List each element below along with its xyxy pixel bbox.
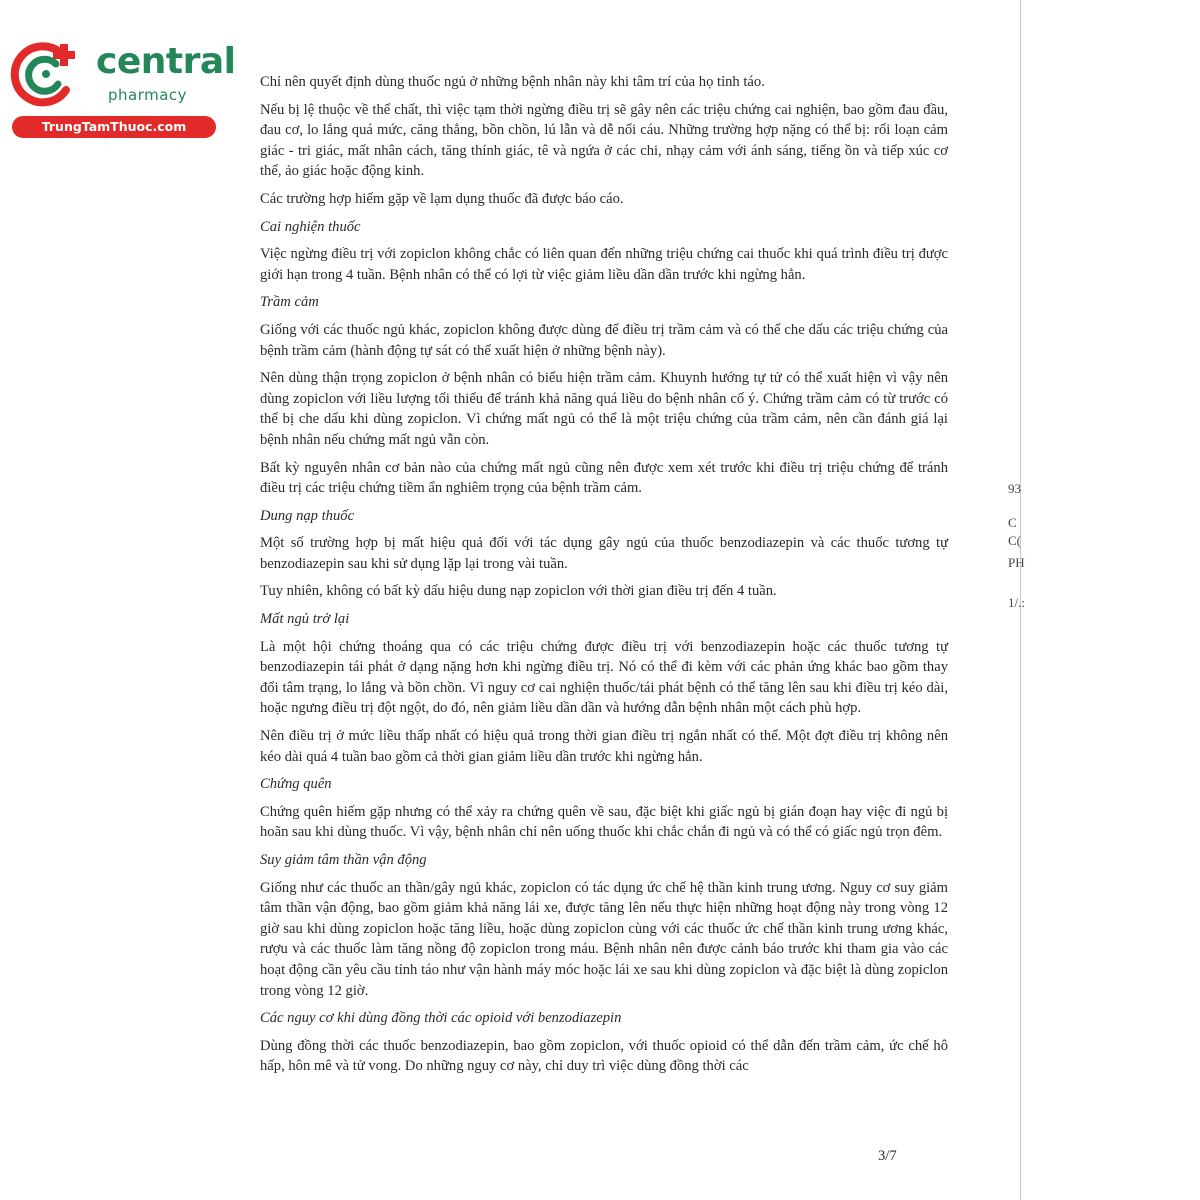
body-paragraph: Bất kỳ nguyên nhân cơ bản nào của chứng mất ngủ cũng nên được xem xét trước khi điều trị triệu chứng để tránh điều trị các triệu chứng tiềm ẩn nghiêm trọng của bệnh trầm cảm.: [260, 459, 948, 497]
body-paragraph: Giống với các thuốc ngủ khác, zopiclon không được dùng để điều trị trầm cảm và có thể che dấu các triệu chứng của bệnh trầm cảm (hành động tự sát có thể xuất hiện ở những bệnh này).: [260, 321, 948, 359]
body-paragraph: Là một hội chứng thoáng qua có các triệu chứng được điều trị với benzodiazepin hoặc các thuốc tương tự benzodiazepin tái phát ở dạng nặng hơn khi ngừng điều trị. Nó có thể đi kèm với các phản ứng khác bao gồm thay đổi tâm trạng, lo lắng và bồn chồn. Vì nguy cơ cai nghiện thuốc/tái phát bệnh có thể tăng lên sau khi điều trị kéo dài, hoặc ngưng điều trị đột ngột, do đó, nên giảm liều dần dần và hướng dẫn bệnh nhân một cách phù hợp.: [260, 638, 948, 717]
body-paragraph: Chứng quên hiếm gặp nhưng có thể xảy ra chứng quên về sau, đặc biệt khi giấc ngủ bị gián đoạn hay việc đi ngủ bị hoãn sau khi dùng thuốc. Vì vậy, bệnh nhân chỉ nên uống thuốc khi chắc chắn đi ngủ và có thể có giấc ngủ trọn đêm.: [260, 803, 948, 841]
edge-stamp-text: PH: [1008, 555, 1025, 570]
edge-stamp-text: C: [1008, 515, 1017, 530]
body-paragraph: Một số trường hợp bị mất hiệu quả đối với tác dụng gây ngủ của thuốc benzodiazepin và các thuốc tương tự benzodiazepin sau khi sử dụng lặp lại trong vài tuần.: [260, 535, 948, 572]
edge-stamp-text: C(: [1008, 533, 1021, 548]
section-heading: Cai nghiện thuốc: [260, 218, 361, 235]
body-paragraph: Chỉ nên quyết định dùng thuốc ngủ ở những bệnh nhân này khi tâm trí của họ tỉnh táo.: [260, 74, 765, 90]
logo-brand-name: central: [96, 41, 236, 82]
central-pharmacy-logo[interactable]: [8, 34, 236, 138]
section-heading: Suy giảm tâm thần vận động: [260, 852, 427, 868]
section-heading: Trầm cảm: [260, 294, 319, 311]
edge-stamp-text: 93: [1008, 481, 1021, 496]
pharmacy-cross-c-icon: [10, 38, 82, 110]
body-paragraph: Tuy nhiên, không có bất kỳ dấu hiệu dung nạp zopiclon với thời gian điều trị đến 4 tuần.: [260, 583, 777, 600]
body-paragraph: Giống như các thuốc an thần/gây ngủ khác, zopiclon có tác dụng ức chế hệ thần kinh trung ương. Nguy cơ suy giảm tâm thần vận động, bao gồm giảm khả năng lái xe, được tăng lên nếu thực hiện những hoạt động này trong vòng 12 giờ sau khi dùng zopiclon hoặc tăng liều, hoặc dùng zopiclon cùng với các thuốc ức chế thần kinh trung ương khác, rượu và các thuốc làm tăng nồng độ zopiclon trong máu. Bệnh nhân nên được cảnh báo trước khi tham gia vào các hoạt động cần yêu cầu tỉnh táo như vận hành máy móc hoặc lái xe sau khi dùng zopiclon và đặc biệt là dùng zopiclon trong vòng 12 giờ.: [260, 879, 948, 999]
body-paragraph: Dùng đồng thời các thuốc benzodiazepin, bao gồm zopiclon, với thuốc opioid có thể dẫn đến trầm cảm, ức chế hô hấp, hôn mê và tử vong. Do những nguy cơ này, chỉ duy trì việc dùng đồng thời các: [260, 1037, 948, 1075]
edge-stamp-text: 1/.:: [1008, 595, 1025, 610]
section-heading: Chứng quên: [260, 776, 332, 793]
body-paragraph: Nếu bị lệ thuộc về thể chất, thì việc tạm thời ngừng điều trị sẽ gây nên các triệu chứng cai nghiện, bao gồm đau đầu, đau cơ, lo lắng quá mức, căng thẳng, bồn chồn, lú lẫn và dễ nổi cáu. Những trường hợp nặng có thể bị: rối loạn cảm giác - tri giác, mất nhân cách, tăng thính giác, tê và ngứa ở các chi, nhạy cảm với ánh sáng, tiếng ồn và tiếp xúc cơ thể, ảo giác hoặc động kinh.: [260, 101, 948, 180]
section-heading: Dung nạp thuốc: [260, 507, 355, 524]
document-body: [260, 72, 948, 1084]
body-paragraph: Việc ngừng điều trị với zopiclon không chắc có liên quan đến những triệu chứng cai thuốc khi quá trình điều trị được giới hạn trong 4 tuần. Bệnh nhân có thể có lợi từ việc giảm liều dần dần trước khi ngừng hẳn.: [260, 246, 948, 283]
section-heading: Các nguy cơ khi dùng đồng thời các opioid với benzodiazepin: [260, 1010, 622, 1027]
section-heading: Mất ngủ trở lại: [260, 611, 350, 628]
body-paragraph: Nên dùng thận trọng zopiclon ở bệnh nhân có biểu hiện trầm cảm. Khuynh hướng tự tử có thể xuất hiện vì vậy nên dùng zopiclon với liều lượng tối thiểu để tránh khả năng quá liều do bệnh nhân cố ý. Chứng trầm cảm có từ trước có thể bị che dấu khi dùng zopiclon. Vì chứng mất ngủ có thể là một triệu chứng của trầm cảm, nên cần đánh giá lại bệnh nhân nếu chứng mất ngủ vẫn còn.: [260, 370, 948, 448]
body-paragraph: Nên điều trị ở mức liều thấp nhất có hiệu quả trong thời gian điều trị ngắn nhất có thể. Một đợt điều trị không nên kéo dài quá 4 tuần bao gồm cả thời gian giảm liều dần trước khi ngừng hẳn.: [260, 728, 948, 765]
logo-website-badge[interactable]: TrungTamThuoc.com: [12, 116, 216, 138]
page-number: 3/7: [878, 1148, 897, 1164]
body-paragraph: Các trường hợp hiếm gặp về lạm dụng thuốc đã được báo cáo.: [260, 190, 624, 207]
logo-brand-subtitle: pharmacy: [108, 86, 188, 104]
